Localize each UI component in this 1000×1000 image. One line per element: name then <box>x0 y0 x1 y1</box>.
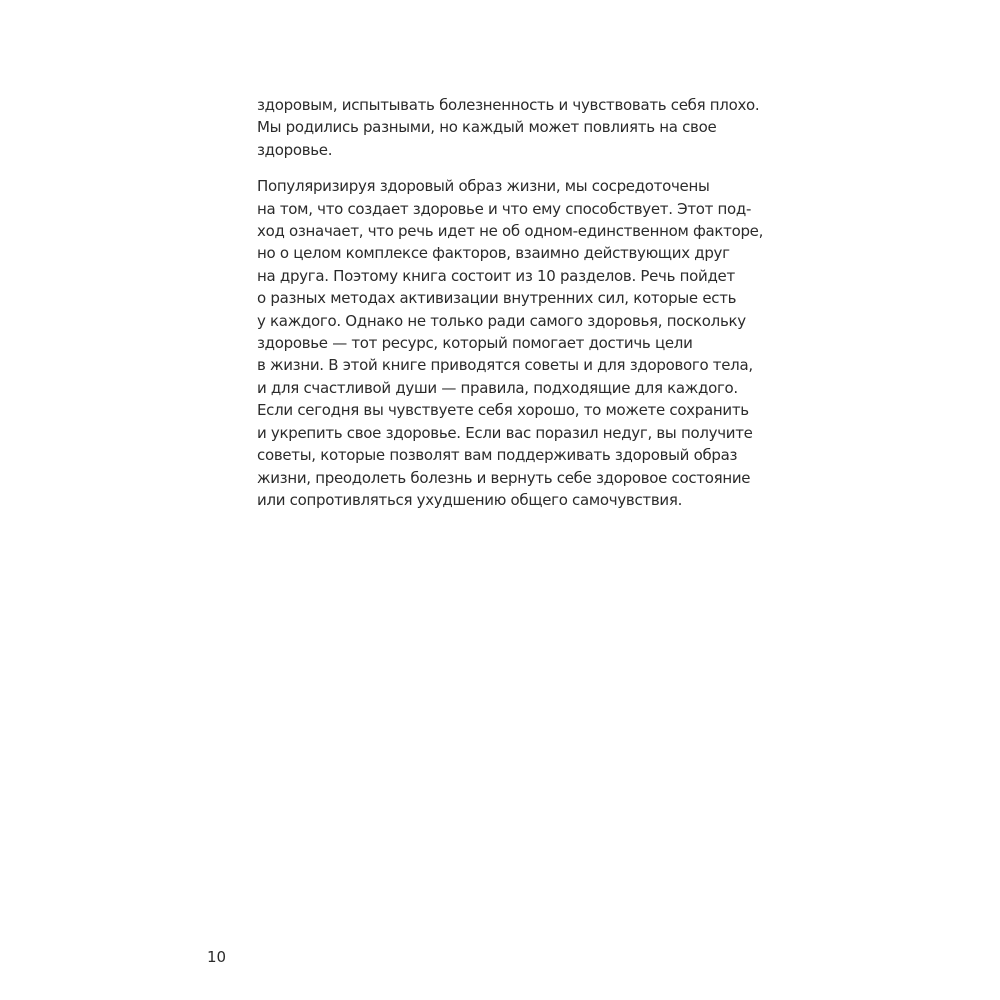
text-line: ход означает, что речь идет не об одном-единственном факторе, <box>257 222 764 241</box>
text-line: на друга. Поэтому книга состоит из 10 разделов. Речь пойдет <box>257 266 735 285</box>
text-line: жизни, преодолеть болезнь и вернуть себе здоровое состояние <box>257 468 751 487</box>
paragraph-spacer <box>257 161 757 175</box>
text-line: и для счастливой души — правила, подходящие для каждого. <box>257 378 738 397</box>
text-line: Популяризируя здоровый образ жизни, мы сосредоточены <box>257 177 710 196</box>
paragraph-1 <box>257 94 760 161</box>
text-line: о разных методах активизации внутренних сил, которые есть <box>257 289 737 308</box>
text-line: Если сегодня вы чувствуете себя хорошо, то можете сохранить <box>257 401 749 420</box>
text-line: или сопротивляться ухудшению общего самочувствия. <box>257 490 683 509</box>
paragraph-2 <box>257 175 764 511</box>
text-line: и укрепить свое здоровье. Если вас поразил недуг, вы получите <box>257 423 753 442</box>
text-line: на том, что создает здоровье и что ему способствует. Этот под- <box>257 199 752 218</box>
text-line: здоровье — тот ресурс, который помогает достичь цели <box>257 334 693 353</box>
text-line: но о целом комплексе факторов, взаимно действующих друг <box>257 244 730 263</box>
body-text <box>257 94 764 511</box>
text-line: советы, которые позволят вам поддерживать здоровый образ <box>257 446 738 465</box>
text-line: в жизни. В этой книге приводятся советы и для здорового тела, <box>257 356 753 375</box>
text-line: здоровье. <box>257 140 333 159</box>
text-line: Мы родились разными, но каждый может повлиять на свое <box>257 118 717 137</box>
page-number: 10 <box>207 948 227 966</box>
text-line: здоровым, испытывать болезненность и чувствовать себя плохо. <box>257 96 760 114</box>
text-line: у каждого. Однако не только ради самого здоровья, поскольку <box>257 311 746 330</box>
